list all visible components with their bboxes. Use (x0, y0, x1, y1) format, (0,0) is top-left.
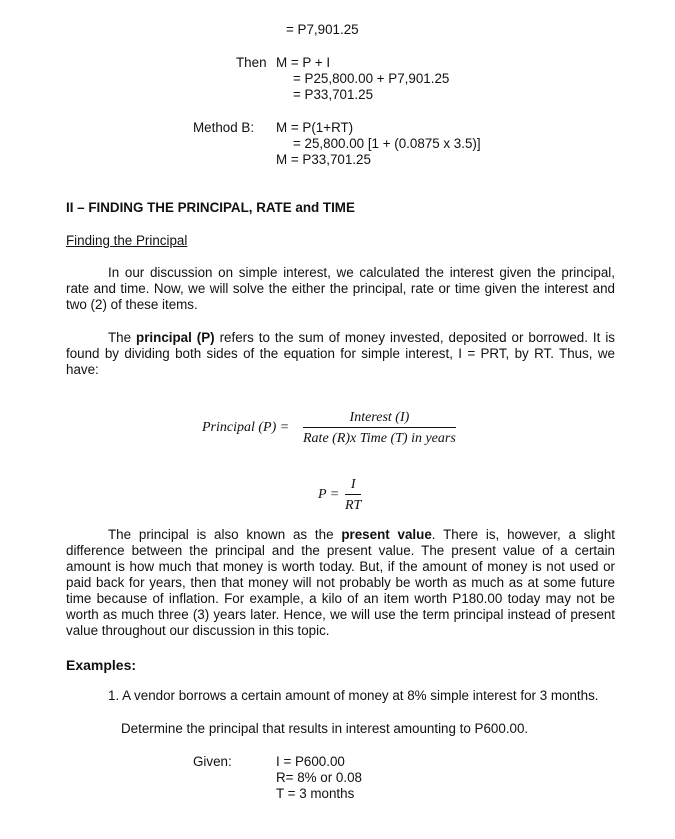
fraction-bar (345, 494, 361, 495)
maturity-step-2: = P33,701.25 (293, 87, 374, 102)
fraction-bar (303, 427, 456, 428)
given-label: Given: (193, 754, 232, 769)
formula-short-numerator: I (350, 477, 356, 492)
pv-text-after: . There is, however, a slight difference between the principal and the present value. The present value of a certain amount is how much that money is worth today. But, if the amount of money is not used or paid back for years, then that money will not probably be worth as much as at some future time because of inflation. For example, a kilo of an item worth P180.00 today may not be worth as much three (3) years later. Hence, we will use the term principal instead of present value throughout our discussion in this topic. (66, 527, 615, 638)
formula-long-fraction (303, 409, 456, 447)
principal-paragraph (66, 330, 615, 378)
example-1-text (66, 688, 615, 704)
maturity-step-1: = P25,800.00 + P7,901.25 (293, 71, 450, 86)
principal-term: principal (P) (136, 330, 215, 345)
intro-paragraph (66, 265, 615, 313)
present-value-paragraph (66, 527, 615, 639)
method-b-step-1: = 25,800.00 [1 + (0.0875 x 3.5)] (293, 136, 481, 151)
given-time: T = 3 months (276, 786, 355, 801)
given-rate: R= 8% or 0.08 (276, 770, 362, 785)
section-heading: II – FINDING THE PRINCIPAL, RATE and TIME (66, 200, 355, 215)
principal-text-after: refers to the sum of money invested, deposited or borrowed. It is found by dividing both sides of the equation for simple interest, I = PRT, by RT. Thus, we have: (66, 330, 615, 377)
formula-short-denominator: RT (345, 498, 362, 513)
pv-text-before: The principal is also known as the (108, 527, 342, 542)
example-1-statement: 1. A vendor borrows a certain amount of money at 8% simple interest for 3 months. (108, 688, 599, 703)
then-label: Then (236, 55, 267, 70)
formula-long-numerator: Interest (I) (349, 410, 410, 425)
formula-long-lhs: Principal (P) = (202, 420, 290, 435)
given-interest: I = P600.00 (276, 754, 345, 769)
method-b-result: M = P33,701.25 (276, 152, 371, 167)
examples-heading: Examples: (66, 657, 137, 673)
subheading-finding-principal: Finding the Principal (66, 233, 188, 248)
formula-short-lhs: P = (318, 487, 340, 502)
example-1-task: Determine the principal that results in interest amounting to P600.00. (121, 721, 529, 736)
pv-term: present value (341, 527, 432, 542)
formula-long-denominator: Rate (R)x Time (T) in years (303, 431, 456, 446)
formula-short-fraction (345, 476, 361, 514)
method-b-label: Method B: (193, 120, 255, 135)
principal-text-before: The (108, 330, 137, 345)
method-b-formula: M = P(1+RT) (276, 120, 354, 135)
maturity-formula: M = P + I (276, 55, 331, 70)
intro-text: In our discussion on simple interest, we calculated the interest given the principal, rate and time. Now, we will solve the either the principal, rate or time given the interest and two (2) of these items. (66, 265, 615, 312)
interest-result-line: = P7,901.25 (286, 22, 359, 37)
